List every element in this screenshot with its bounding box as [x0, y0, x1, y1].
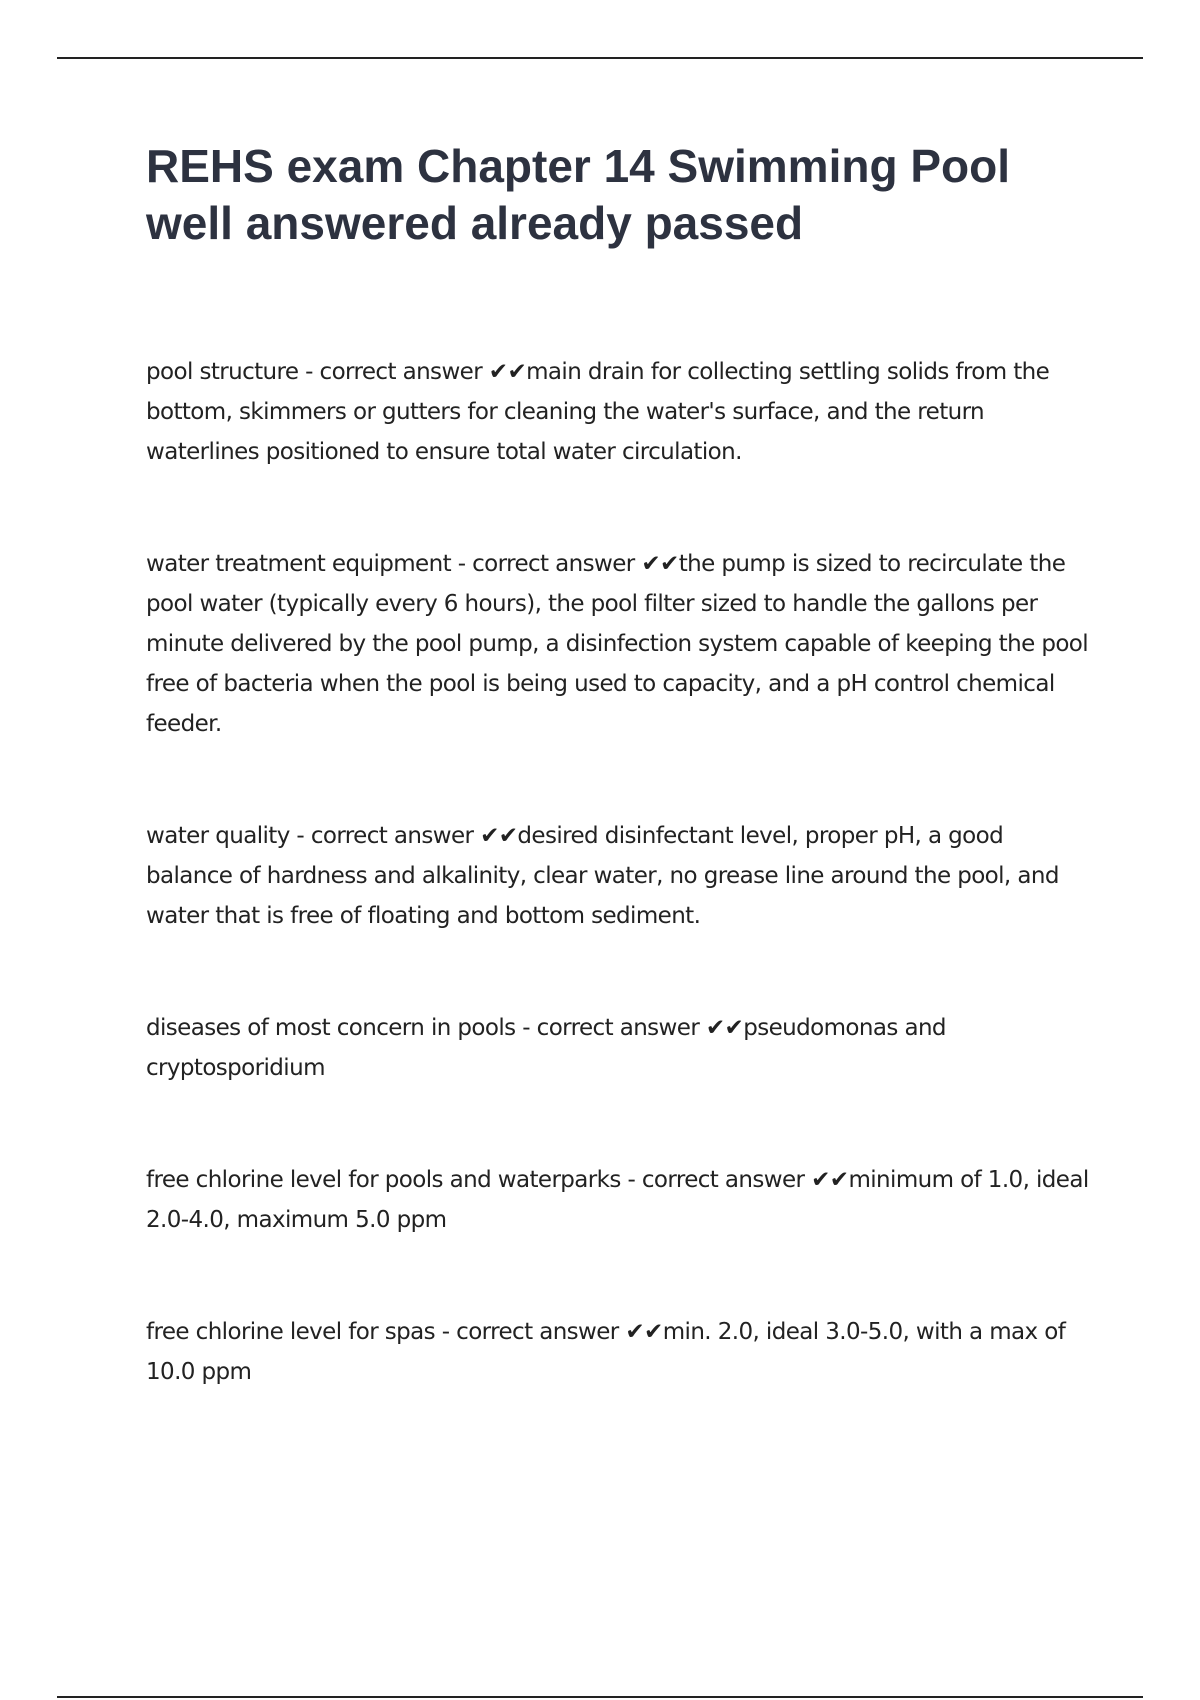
qa-item: pool structure - correct answer ✔✔main drain for collecting settling solids from the bottom, skimmers or gutters for cleaning the water's surface, and the return waterlines positioned to ensure total water circulation. [146, 359, 1050, 465]
document-page [146, 138, 1096, 1464]
document-title: REHS exam Chapter 14 Swimming Pool well answered already passed [146, 140, 1011, 249]
qa-list [146, 352, 1096, 1392]
footer-rule [57, 1696, 1143, 1698]
qa-item: water quality - correct answer ✔✔desired disinfectant level, proper pH, a good balance of hardness and alkalinity, clear water, no grease line around the pool, and water that is free of floating and bottom sediment. [146, 823, 1059, 929]
header-rule [57, 57, 1143, 59]
qa-item: free chlorine level for spas - correct answer ✔✔min. 2.0, ideal 3.0-5.0, with a max of 10.0 ppm [146, 1319, 1066, 1385]
qa-item: free chlorine level for pools and waterparks - correct answer ✔✔minimum of 1.0, ideal 2.0-4.0, maximum 5.0 ppm [146, 1167, 1089, 1233]
qa-item: water treatment equipment - correct answer ✔✔the pump is sized to recirculate the pool water (typically every 6 hours), the pool filter sized to handle the gallons per minute delivered by the pool pump, a disinfection system capable of keeping the pool free of bacteria when the pool is being used to capacity, and a pH control chemical feeder. [146, 551, 1089, 737]
qa-item: diseases of most concern in pools - correct answer ✔✔pseudomonas and cryptosporidium [146, 1015, 946, 1081]
